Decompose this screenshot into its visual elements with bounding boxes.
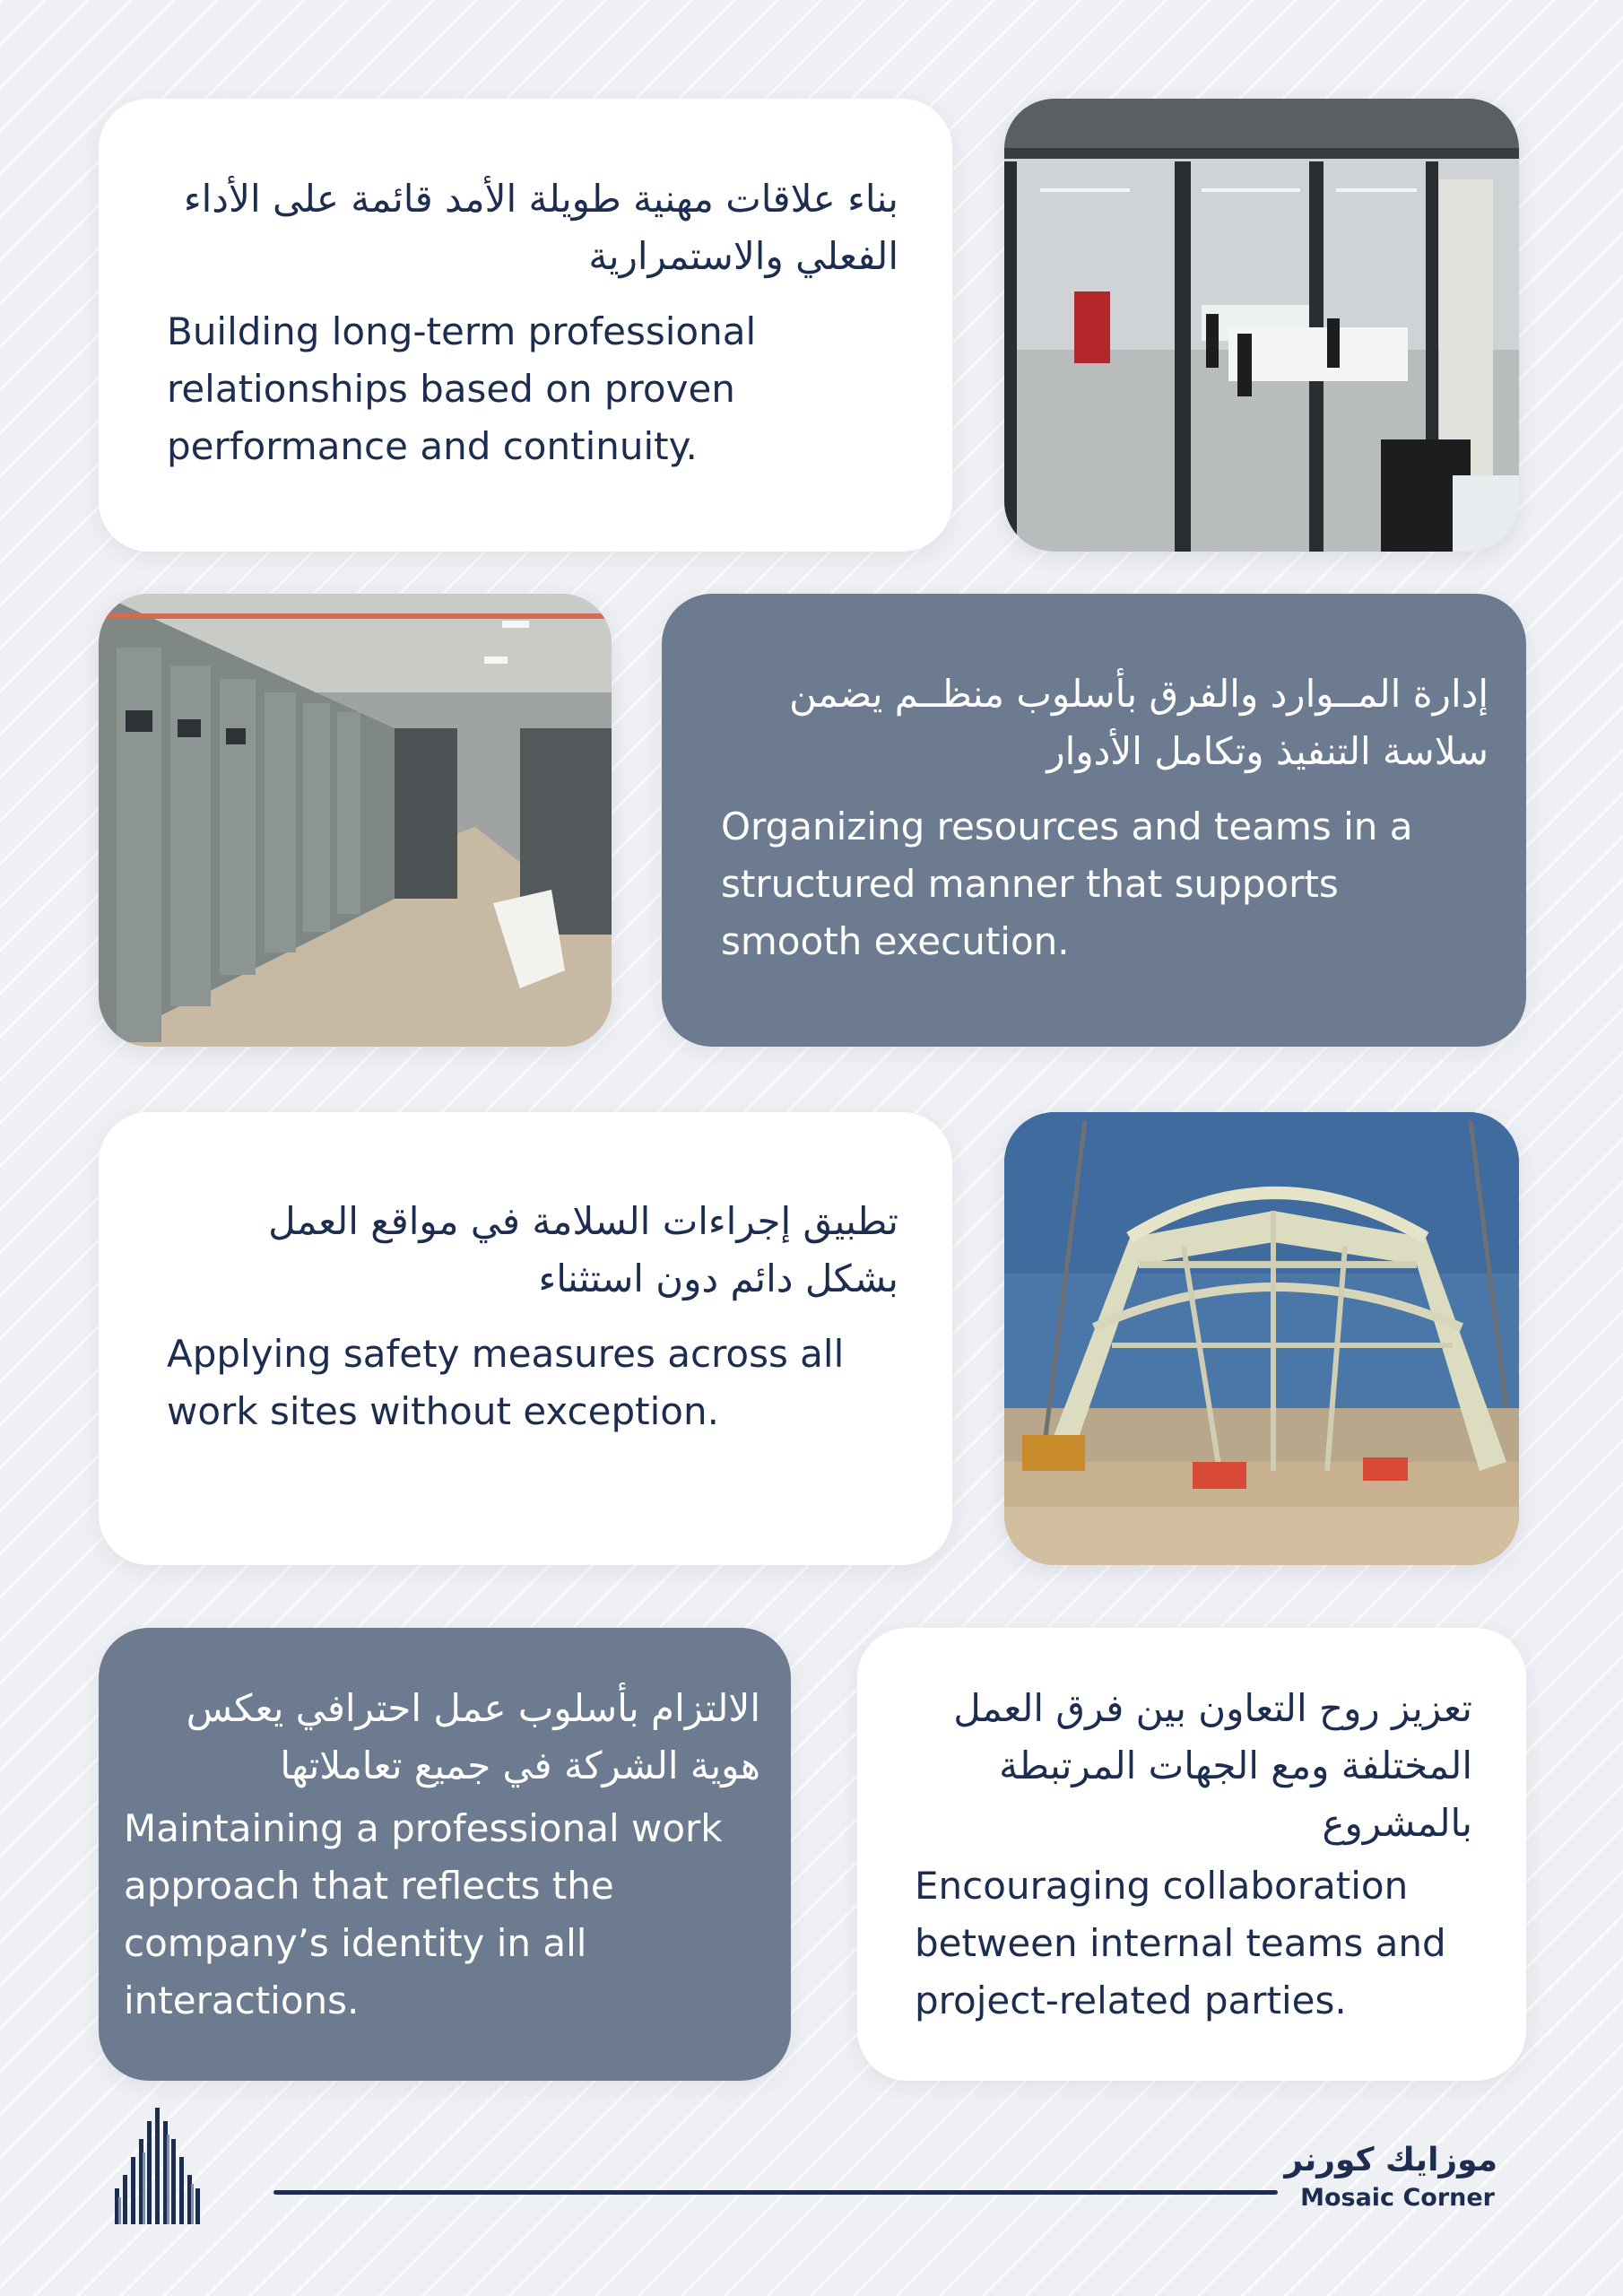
footer-divider [273, 2190, 1278, 2195]
card-arabic-text: تعزيز روح التعاون بين فرق العمل المختلفة ومع الجهات المرتبطة بالمشروع [953, 1686, 1472, 1845]
card-safety-measures [99, 1112, 952, 1565]
card-english-text: Encouraging collaboration between internal teams and project-related parties. [915, 1864, 1446, 2022]
brand-name-english: Mosaic Corner [1300, 2184, 1495, 2212]
card-arabic-text: إدارة المــوارد والفرق بأسلوب منظــم يضمن سلاسة التنفيذ وتكامل الأدوار [789, 672, 1488, 773]
card-english-text: Maintaining a professional work approach that reflects the company’s identity in all interactions. [124, 1806, 723, 2022]
card-professional-approach [99, 1628, 791, 2081]
card-long-term-relationships [99, 99, 952, 552]
brand-name-arabic: موزايك كورنر [1284, 2142, 1497, 2179]
card-organizing-resources [662, 594, 1526, 1047]
card-arabic-text: الالتزام بأسلوب عمل احترافي يعكس هوية الشركة في جميع تعاملاتها [186, 1686, 760, 1787]
card-arabic-text: بناء علاقات مهنية طويلة الأمد قائمة على الأداء الفعلي والاستمرارية [183, 177, 898, 278]
steel-structure-construction-photo [1004, 1112, 1519, 1565]
card-arabic-text: تطبيق إجراءات السلامة في مواقع العمل بشكل دائم دون استثناء [268, 1199, 898, 1300]
card-english-text: Building long-term professional relationships based on proven performance and continuity. [167, 309, 757, 468]
electrical-switchgear-room-photo [99, 594, 612, 1047]
card-english-text: Organizing resources and teams in a structured manner that supports smooth execution. [721, 804, 1413, 963]
card-collaboration [857, 1628, 1526, 2081]
office-interior-photo [1004, 99, 1519, 552]
mosaic-corner-logo [106, 2103, 222, 2229]
card-english-text: Applying safety measures across all work sites without exception. [167, 1332, 845, 1433]
